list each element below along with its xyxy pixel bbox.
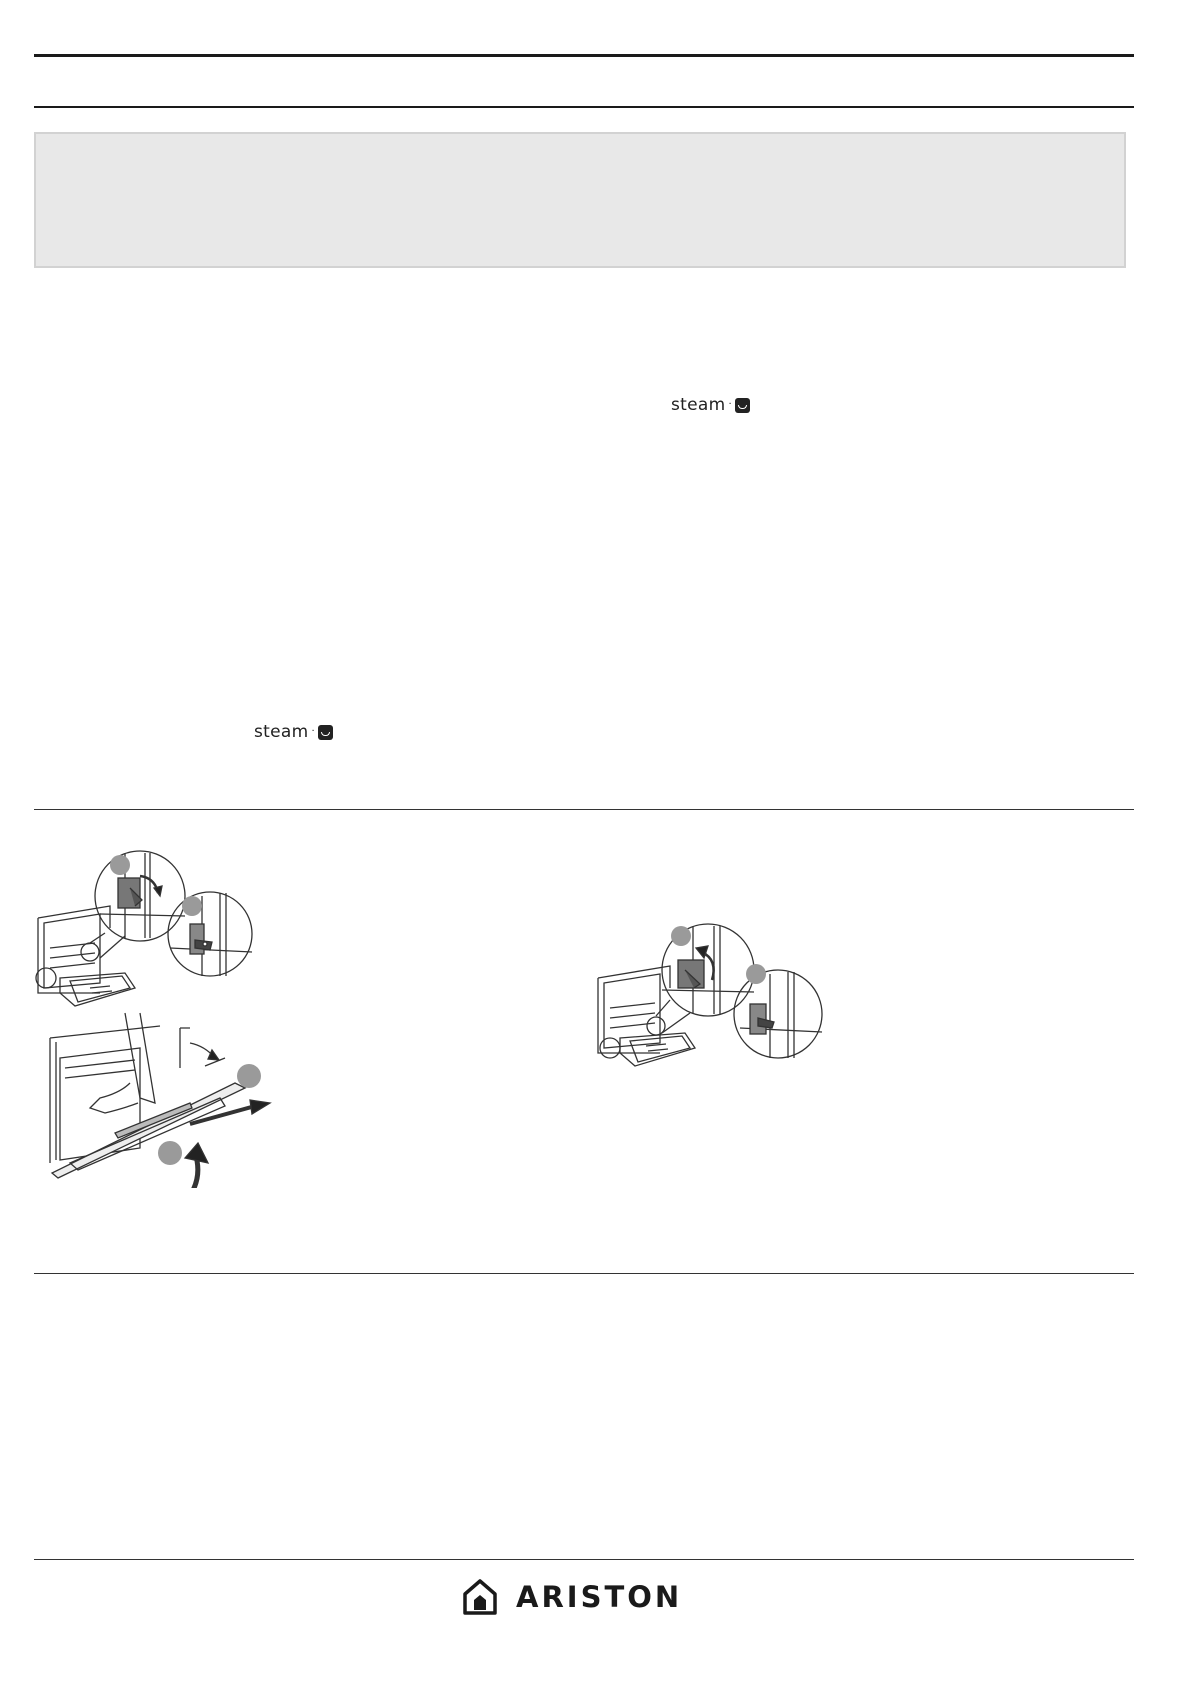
footer-rule bbox=[34, 1559, 1134, 1560]
steam-logo-lower: steam · bbox=[254, 722, 333, 742]
steam-logo-upper: steam · bbox=[671, 395, 750, 415]
note-box bbox=[34, 132, 1126, 268]
brand-logo bbox=[462, 1578, 682, 1616]
ariston-house-logo-icon bbox=[462, 1578, 498, 1616]
section-rule-2 bbox=[34, 1273, 1134, 1274]
steam-logo-text: steam bbox=[254, 722, 309, 742]
steam-hand-icon bbox=[318, 725, 333, 740]
brand-name: ARISTON bbox=[516, 1580, 683, 1614]
section-rule-1 bbox=[34, 809, 1134, 810]
steam-hand-icon bbox=[735, 398, 750, 413]
door-removal-illustration-icon bbox=[30, 848, 280, 1188]
door-refit-illustration-icon bbox=[590, 918, 835, 1078]
steam-logo-text: steam bbox=[671, 395, 726, 415]
top-rule bbox=[34, 54, 1134, 57]
header-rule bbox=[34, 106, 1134, 108]
